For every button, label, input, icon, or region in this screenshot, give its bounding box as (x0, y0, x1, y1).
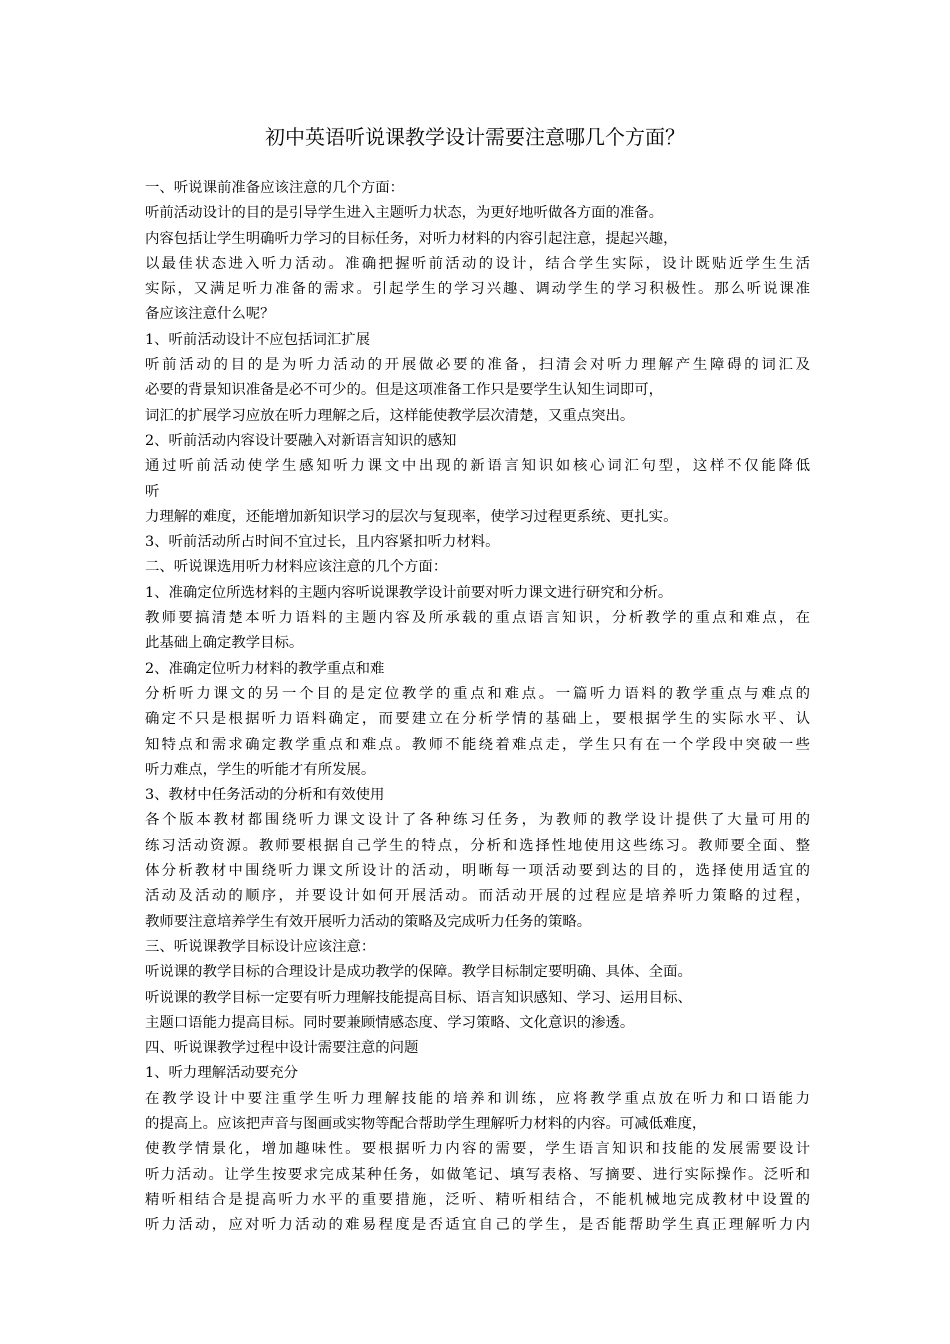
text-line: 1、准确定位所选材料的主题内容听说课教学设计前要对听力课文进行研究和分析。 (145, 584, 673, 601)
text-line: 听前活动设计的目的是引导学生进入主题听力状态，为更好地听做各方面的准备。 (145, 205, 664, 222)
text-line: 此基础上确定教学目标。 (145, 635, 304, 652)
text-line: 使教学情景化，增加趣味性。要根据听力内容的需要，学生语言知识和技能的发展需要设计 (145, 1141, 810, 1158)
text-line: 听说课的教学目标一定要有听力理解技能提高目标、语言知识感知、学习、运用目标、 (145, 989, 692, 1006)
text-line: 在教学设计中要注重学生听力理解技能的培养和训练，应将教学重点放在听力和口语能力 (145, 1090, 810, 1107)
text-line: 精听相结合是提高听力水平的重要措施，泛听、精听相结合，不能机械地完成教材中设置的 (145, 1191, 810, 1208)
text-line: 听力活动。让学生按要求完成某种任务，如做笔记、填写表格、写摘要、进行实际操作。泛听和 (145, 1166, 810, 1183)
text-line: 练习活动资源。教师要根据自己学生的特点，分析和选择性地使用这些练习。教师要全面、整 (145, 837, 810, 854)
text-line: 活动及活动的顺序，并要设计如何开展活动。而活动开展的过程应是培养听力策略的过程， (145, 888, 810, 905)
text-line: 听 (145, 483, 160, 500)
document-body (145, 176, 810, 1238)
text-line: 知特点和需求确定教学重点和难点。教师不能绕着难点走，学生只有在一个学段中突破一些 (145, 736, 810, 753)
text-line: 体分析教材中围绕听力课文所设计的活动，明晰每一项活动要到达的目的，选择使用适宜的 (145, 863, 810, 880)
document-title: 初中英语听说课教学设计需要注意哪几个方面？ (265, 125, 685, 149)
text-line: 实际，又满足听力准备的需求。引起学生的学习兴趣、调动学生的学习积极性。那么听说课准 (145, 281, 810, 298)
text-line: 力理解的难度，还能增加新知识学习的层次与复现率，使学习过程更系统、更扎实。 (145, 508, 678, 525)
text-line: 主题口语能力提高目标。同时要兼顾情感态度、学习策略、文化意识的渗透。 (145, 1014, 635, 1031)
text-line: 3、听前活动所占时间不宜过长，且内容紧扣听力材料。 (145, 534, 500, 551)
text-line: 四、听说课教学过程中设计需要注意的问题 (145, 1040, 419, 1057)
text-line: 确定不只是根据听力语料确定，而要建立在分析学情的基础上，要根据学生的实际水平、认 (145, 711, 810, 728)
text-line: 听前活动的目的是为听力活动的开展做必要的准备，扫清会对听力理解产生障碍的词汇及 (145, 357, 810, 374)
text-line: 2、听前活动内容设计要融入对新语言知识的感知 (145, 432, 457, 449)
text-line: 听说课的教学目标的合理设计是成功教学的保障。教学目标制定要明确、具体、全面。 (145, 964, 692, 981)
text-line: 备应该注意什么呢？ (145, 306, 275, 323)
text-line: 听力活动，应对听力活动的难易程度是否适宜自己的学生，是否能帮助学生真正理解听力内 (145, 1217, 810, 1234)
text-line: 各个版本教材都围绕听力课文设计了各种练习任务，为教师的教学设计提供了大量可用的 (145, 812, 810, 829)
text-line: 通过听前活动使学生感知听力课文中出现的新语言知识如核心词汇句型，这样不仅能降低 (145, 458, 810, 475)
text-line: 内容包括让学生明确听力学习的目标任务，对听力材料的内容引起注意，提起兴趣， (145, 230, 678, 247)
text-line: 二、听说课选用听力材料应该注意的几个方面： (145, 559, 448, 576)
text-line: 2、准确定位听力材料的教学重点和难 (145, 660, 385, 677)
text-line: 教师要注意培养学生有效开展听力活动的策略及完成听力任务的策略。 (145, 913, 592, 930)
text-line: 教师要搞清楚本听力语料的主题内容及所承载的重点语言知识，分析教学的重点和难点，在 (145, 610, 810, 627)
text-line: 听力难点，学生的听能才有所发展。 (145, 761, 376, 778)
text-line: 一、听说课前准备应该注意的几个方面： (145, 180, 405, 196)
text-line: 1、听力理解活动要充分 (145, 1065, 299, 1082)
text-line: 分析听力课文的另一个目的是定位教学的重点和难点。一篇听力语料的教学重点与难点的 (145, 685, 810, 702)
text-line: 的提高上。应该把声音与图画或实物等配合帮助学生理解听力材料的内容。可减低难度， (145, 1115, 707, 1132)
text-line: 3、教材中任务活动的分析和有效使用 (145, 787, 385, 804)
text-line: 词汇的扩展学习应放在听力理解之后，这样能使教学层次清楚，又重点突出。 (145, 407, 635, 424)
text-line: 必要的背景知识准备是必不可少的。但是这项准备工作只是要学生认知生词即可， (145, 382, 664, 399)
text-line: 三、听说课教学目标设计应该注意： (145, 938, 376, 955)
text-line: 1、听前活动设计不应包括词汇扩展 (145, 331, 371, 348)
text-line: 以最佳状态进入听力活动。准确把握听前活动的设计，结合学生实际，设计既贴近学生生活 (145, 255, 810, 272)
